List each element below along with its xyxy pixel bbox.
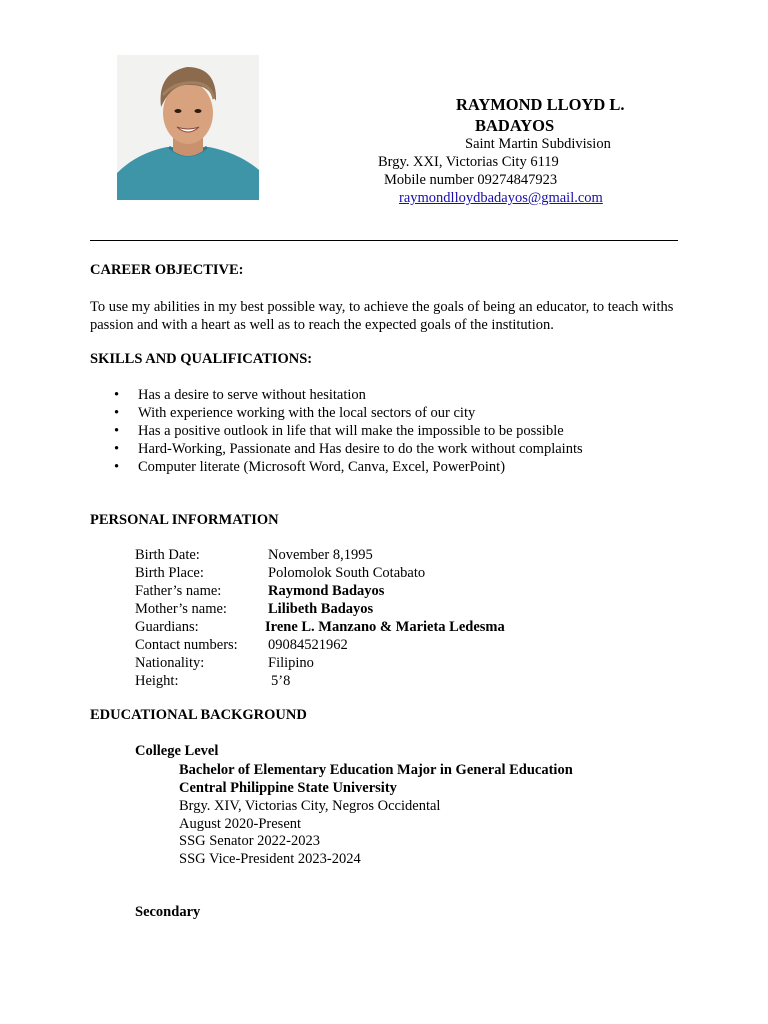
info-label: Nationality:	[135, 655, 205, 671]
college-dates: August 2020-Present	[179, 816, 302, 832]
skill-text: Computer literate (Microsoft Word, Canva, Excel, PowerPoint)	[138, 459, 506, 475]
list-item	[90, 440, 583, 458]
skill-text: Hard-Working, Passionate and Has desire to do the work without complaints	[138, 441, 583, 457]
info-value: Raymond Badayos	[268, 583, 385, 599]
info-label: Birth Place:	[135, 565, 204, 581]
info-value: Filipino	[268, 655, 314, 671]
info-value: Polomolok South Cotabato	[268, 565, 426, 581]
info-label: Contact numbers:	[135, 637, 238, 653]
college-role-senator: SSG Senator 2022-2023	[179, 833, 320, 849]
skill-text: Has a positive outlook in life that will make the impossible to be possible	[138, 423, 564, 439]
career-objective-heading: CAREER OBJECTIVE:	[90, 262, 244, 278]
list-item	[90, 422, 583, 440]
info-label: Father’s name:	[135, 583, 222, 599]
info-label: Birth Date:	[135, 547, 200, 563]
info-value: November 8,1995	[268, 547, 373, 563]
college-address: Brgy. XIV, Victorias City, Negros Occidental	[179, 798, 441, 814]
info-value: Lilibeth Badayos	[268, 601, 374, 617]
info-label: Guardians:	[135, 619, 199, 635]
header-divider	[90, 240, 678, 241]
email-link[interactable]: raymondlloydbadayos@gmail.com	[399, 190, 603, 206]
bullet-icon: •	[114, 387, 120, 403]
education-heading: EDUCATIONAL BACKGROUND	[90, 707, 307, 723]
college-role-vice-president: SSG Vice-President 2023-2024	[179, 851, 361, 867]
college-degree: Bachelor of Elementary Education Major in General Education	[179, 762, 573, 778]
list-item	[90, 404, 583, 422]
person-portrait-icon	[117, 55, 259, 200]
skill-text: With experience working with the local sectors of our city	[138, 405, 476, 421]
name-line1: RAYMOND LLOYD L.	[456, 95, 625, 114]
profile-photo	[117, 55, 259, 200]
college-level-label: College Level	[135, 743, 219, 759]
bullet-icon: •	[114, 441, 120, 457]
name-line2: BADAYOS	[475, 116, 555, 135]
secondary-level-label: Secondary	[135, 904, 201, 920]
list-item	[90, 458, 583, 476]
address-line2: Brgy. XXI, Victorias City 6119	[378, 154, 559, 170]
info-value: Irene L. Manzano & Marieta Ledesma	[265, 619, 505, 635]
skills-heading: SKILLS AND QUALIFICATIONS:	[90, 351, 313, 367]
skill-text: Has a desire to serve without hesitation	[138, 387, 366, 403]
bullet-icon: •	[114, 423, 120, 439]
info-label: Height:	[135, 673, 179, 689]
info-value: 5’8	[271, 673, 291, 689]
career-objective-text: To use my abilities in my best possible way, to achieve the goals of being an educator, to teach withs passion and with a heart as well as to reach the expected goals of the institution.	[90, 299, 674, 333]
address-line1: Saint Martin Subdivision	[465, 136, 611, 152]
personal-info-heading: PERSONAL INFORMATION	[90, 512, 279, 528]
list-item	[90, 386, 583, 404]
info-value: 09084521962	[268, 637, 348, 653]
college-school: Central Philippine State University	[179, 780, 397, 796]
info-label: Mother’s name:	[135, 601, 227, 617]
mobile-number: Mobile number 09274847923	[384, 172, 558, 188]
bullet-icon: •	[114, 405, 120, 421]
bullet-icon: •	[114, 459, 120, 475]
skills-list	[90, 386, 583, 476]
